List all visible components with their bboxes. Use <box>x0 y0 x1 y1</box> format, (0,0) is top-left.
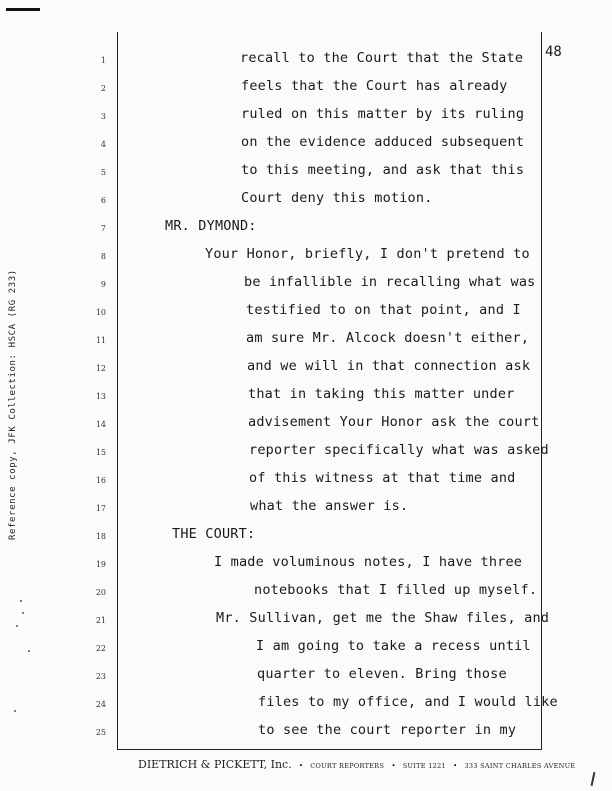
line-text: Court deny this motion. <box>241 190 433 206</box>
line-number: 1 <box>100 56 106 65</box>
transcript-line <box>0 274 612 302</box>
transcript-line <box>0 582 612 610</box>
line-text: I am going to take a recess until <box>256 638 531 654</box>
line-number: 19 <box>95 560 106 569</box>
line-text: advisement Your Honor ask the court <box>248 414 540 430</box>
line-text: reporter specifically what was asked <box>249 442 549 458</box>
line-number: 7 <box>100 224 106 233</box>
transcript-line <box>0 610 612 638</box>
transcript-line <box>0 330 612 358</box>
line-number: 6 <box>100 196 106 205</box>
speaker-label: MR. DYMOND: <box>165 218 257 234</box>
line-text: files to my office, and I would like <box>258 694 558 710</box>
line-number: 12 <box>95 364 106 373</box>
footer-suite: SUITE 1221 <box>402 762 446 770</box>
transcript-line <box>0 722 612 750</box>
transcript-line <box>0 414 612 442</box>
footer <box>138 758 576 771</box>
line-number: 10 <box>95 308 106 317</box>
transcript-line <box>0 78 612 106</box>
transcript-line <box>0 694 612 722</box>
line-text: to see the court reporter in my <box>258 722 517 738</box>
line-number: 17 <box>95 504 106 513</box>
transcript-line <box>0 386 612 414</box>
line-number: 2 <box>100 84 106 93</box>
line-text: feels that the Court has already <box>241 78 508 94</box>
transcript-line <box>0 190 612 218</box>
footer-separator: • <box>391 762 396 770</box>
transcript-line <box>0 50 612 78</box>
transcript-line <box>0 302 612 330</box>
scan-top-mark <box>6 8 40 11</box>
line-number: 3 <box>100 112 106 121</box>
line-text: be infallible in recalling what was <box>244 274 536 290</box>
line-number: 11 <box>95 336 106 345</box>
line-text: and we will in that connection ask <box>247 358 531 374</box>
line-text: what the answer is. <box>250 498 409 514</box>
footer-address: 333 SAINT CHARLES AVENUE <box>464 762 576 770</box>
line-text: recall to the Court that the State <box>240 50 524 66</box>
line-text: to this meeting, and ask that this <box>241 162 525 178</box>
line-number: 5 <box>100 168 106 177</box>
transcript-line <box>0 666 612 694</box>
line-text: am sure Mr. Alcock doesn't either, <box>246 330 530 346</box>
line-text: ruled on this matter by its ruling <box>241 106 525 122</box>
line-number: 23 <box>95 672 106 681</box>
line-text: testified to on that point, and I <box>246 302 521 318</box>
transcript-line <box>0 162 612 190</box>
transcript-line <box>0 134 612 162</box>
archive-reference-note: Reference copy, JFK Collection: HSCA (RG 233) <box>8 269 18 540</box>
transcript-line <box>0 358 612 386</box>
line-number: 20 <box>95 588 106 597</box>
line-number: 4 <box>100 140 106 149</box>
line-number: 16 <box>95 476 106 485</box>
line-text: Your Honor, briefly, I don't pretend to <box>205 246 530 262</box>
transcript-line <box>0 246 612 274</box>
transcript-line <box>0 638 612 666</box>
speaker-label: THE COURT: <box>172 526 256 542</box>
line-text: Mr. Sullivan, get me the Shaw files, and <box>216 610 550 626</box>
transcript-line <box>0 526 612 554</box>
line-number: 25 <box>95 728 106 737</box>
footer-separator: • <box>298 762 304 770</box>
line-number: 18 <box>95 532 106 541</box>
transcript-line <box>0 470 612 498</box>
line-number: 13 <box>95 392 106 401</box>
line-text: I made voluminous notes, I have three <box>214 554 523 570</box>
line-number: 15 <box>95 448 106 457</box>
transcript-line <box>0 218 612 246</box>
line-number: 9 <box>100 280 106 289</box>
footer-separator: • <box>453 762 458 770</box>
line-text: of this witness at that time and <box>249 470 516 486</box>
reporter-firm: DIETRICH & PICKETT, Inc. <box>138 758 292 771</box>
line-number: 22 <box>95 644 106 653</box>
line-text: quarter to eleven. Bring those <box>257 666 507 682</box>
scan-corner-mark <box>591 772 596 786</box>
footer-role: COURT REPORTERS <box>310 762 385 770</box>
transcript-line <box>0 498 612 526</box>
line-number: 24 <box>95 700 106 709</box>
transcript-line <box>0 442 612 470</box>
line-number: 21 <box>95 616 106 625</box>
line-text: on the evidence adduced subsequent <box>241 134 525 150</box>
transcript-line <box>0 106 612 134</box>
line-number: 8 <box>100 252 106 261</box>
line-number: 14 <box>95 420 106 429</box>
line-text: notebooks that I filled up myself. <box>254 582 538 598</box>
line-text: that in taking this matter under <box>248 386 515 402</box>
transcript-line <box>0 554 612 582</box>
page-number: 48 <box>545 44 562 60</box>
